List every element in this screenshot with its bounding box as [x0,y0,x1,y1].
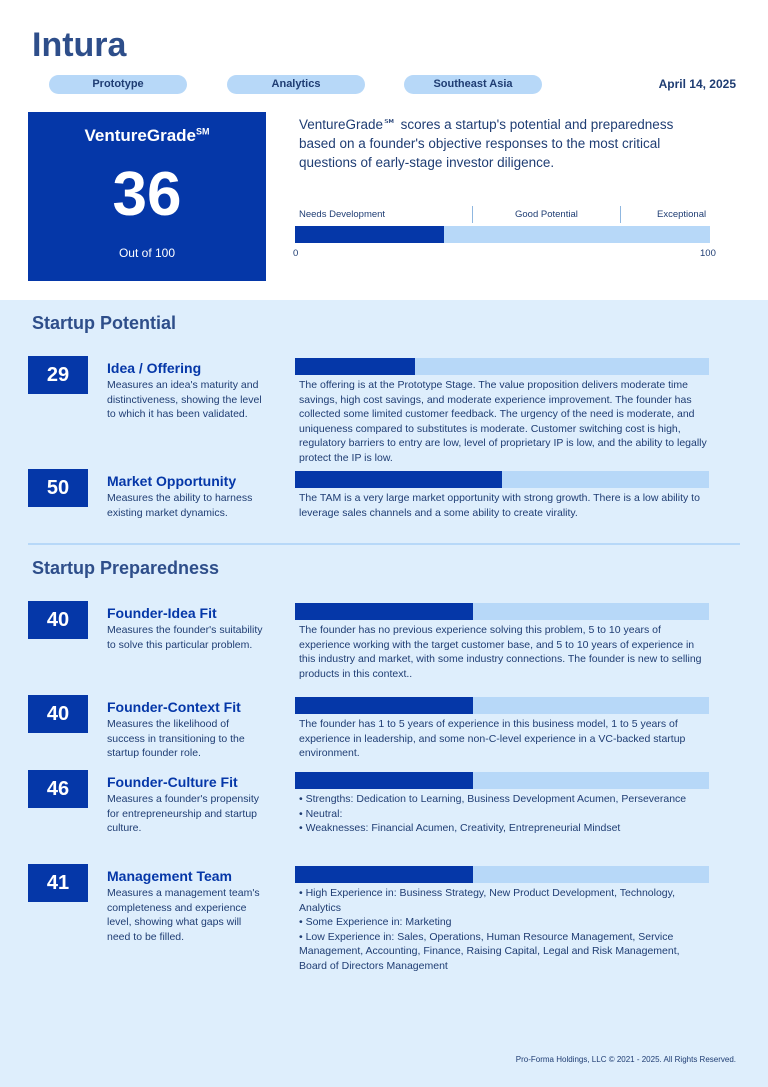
management-team-score: 41 [28,864,88,902]
founder-idea-fit-description: Measures the founder's suitability to solve this particular problem. [107,624,263,651]
management-team-bar [295,866,709,883]
scale-max: 100 [700,248,716,259]
founder-idea-fit-score: 40 [28,601,88,639]
idea-offering-bar [295,358,709,375]
idea-offering-detail [299,378,709,465]
founder-culture-fit-detail-line: • Neutral: [299,807,343,820]
founder-idea-fit-bar-fill [295,603,473,620]
founder-idea-fit-detail [299,623,709,681]
market-opportunity-detail-line: The TAM is a very large market opportunity with strong growth. There is a low ability to leverage sales channels and a some ability to create virality. [299,492,700,519]
market-opportunity-description: Measures the ability to harness existing market dynamics. [107,492,253,519]
report-date: April 14, 2025 [658,77,736,91]
section-title-preparedness: Startup Preparedness [32,558,220,578]
tag-industry: Analytics [227,75,365,94]
management-team-detail [299,886,709,973]
management-team-detail-line: • Some Experience in: Marketing [299,916,452,928]
scale-divider [472,206,473,223]
founder-idea-fit-bar [295,603,709,620]
founder-idea-fit-title: Founder-Idea Fit [107,605,217,621]
venturegrade-scale-fill [295,226,444,243]
founder-culture-fit-detail [299,792,709,836]
founder-culture-fit-title: Founder-Culture Fit [107,774,238,790]
founder-culture-fit-score: 46 [28,770,88,808]
founder-context-fit-description: Measures the likelihood of success in transitioning to the startup founder role. [107,718,245,759]
venturegrade-out-of: Out of 100 [118,246,176,260]
venturegrade-box [28,112,266,281]
market-opportunity-detail [299,491,709,520]
founder-context-fit-detail-line: The founder has 1 to 5 years of experience in this business model, 1 to 5 years of experience in leadership, and some non-C-level experience in a VC-backed startup environment. [299,718,686,759]
scale-label-good-potential: Good Potential [515,209,578,220]
scale-divider [620,206,621,223]
tag-stage: Prototype [49,75,187,94]
venturegrade-scale-bar [295,226,710,243]
founder-context-fit-bar [295,697,709,714]
venturegrade-score: 36 [112,160,182,229]
founder-context-fit-bar-fill [295,697,473,714]
founder-culture-fit-detail-line: • Strengths: Dedication to Learning, Business Development Acumen, Perseverance [299,793,687,805]
idea-offering-score: 29 [28,356,88,394]
market-opportunity-title: Market Opportunity [107,473,237,489]
idea-offering-detail-line: The offering is at the Prototype Stage. The value proposition delivers moderate time savings, high cost savings, and moderate experience improvement. The founder has collected some limited customer feedback. The urgency of the need is moderate, and uniqueness compared to substitutes is moderate. Customer switching cost is high, regulatory barriers to entry are low, level of proprietary IP is low, and the ability to legally protect the IP is low. [299,379,707,464]
scale-min: 0 [293,248,299,259]
tag-region: Southeast Asia [404,75,542,94]
founder-context-fit-score: 40 [28,695,88,733]
founder-culture-fit-bar [295,772,709,789]
section-divider [28,543,740,545]
idea-offering-description: Measures an idea's maturity and distinctiveness, showing the level to which it has been validated. [107,379,262,420]
scale-label-exceptional: Exceptional [657,209,707,220]
market-opportunity-bar [295,471,709,488]
founder-culture-fit-bar-fill [295,772,473,789]
management-team-title: Management Team [107,868,232,884]
management-team-bar-fill [295,866,473,883]
idea-offering-bar-fill [295,358,415,375]
founder-culture-fit-detail-line: • Weaknesses: Financial Acumen, Creativity, Entrepreneurial Mindset [299,822,621,834]
footer-copyright: Pro-Forma Holdings, LLC © 2021 - 2025. All Rights Reserved. [515,1055,736,1064]
venturegrade-description: VentureGrade℠ scores a startup's potential and preparedness based on a founder's objective responses to the most critical questions of early-stage investor diligence. [299,117,674,170]
founder-culture-fit-description: Measures a founder's propensity for entrepreneurship and startup culture. [107,793,260,834]
management-team-detail-line: • High Experience in: Business Strategy, New Product Development, Technology, Analytics [299,887,676,914]
venturegrade-title: VentureGrade℠ [84,126,210,145]
idea-offering-title: Idea / Offering [107,360,202,376]
founder-context-fit-title: Founder-Context Fit [107,699,241,715]
market-opportunity-score: 50 [28,469,88,507]
scale-label-needs-development: Needs Development [299,209,386,220]
founder-context-fit-detail [299,717,709,761]
section-title-potential: Startup Potential [32,313,177,333]
market-opportunity-bar-fill [295,471,502,488]
founder-idea-fit-detail-line: The founder has no previous experience solving this problem, 5 to 10 years of experience working with the target customer base, and 5 to 10 years of experience in this industry and market, with some industry connections. The founder is new to selling products in this context.. [299,624,702,680]
company-name: Intura [32,26,127,64]
management-team-description: Measures a management team's completeness and experience level, showing what gaps will need to be filled. [107,887,260,943]
management-team-detail-line: • Low Experience in: Sales, Operations, Human Resource Management, Service Management, Accounting, Finance, Raising Capital, Legal and Risk Management, Board of Directors Management [299,930,680,972]
